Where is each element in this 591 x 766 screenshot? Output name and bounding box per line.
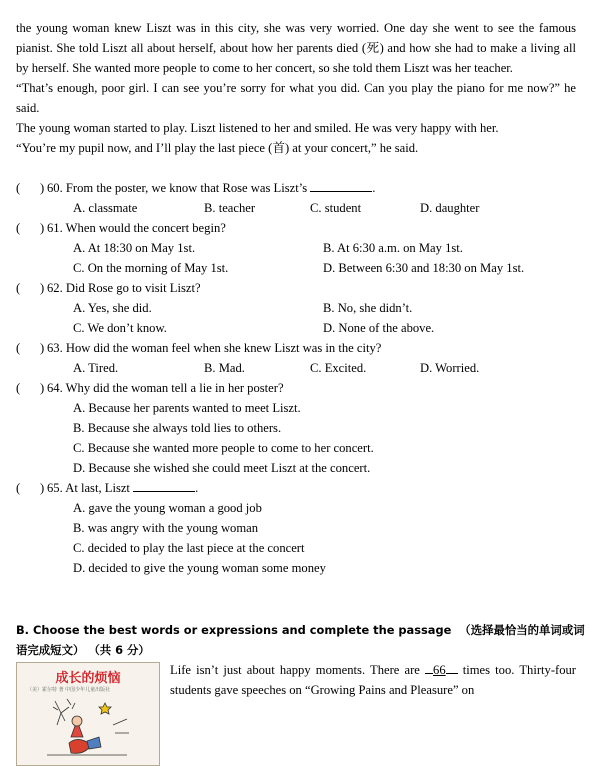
question-number: 64. bbox=[47, 381, 63, 395]
answer-blank bbox=[133, 478, 195, 492]
answer-paren-left: ( bbox=[16, 481, 21, 495]
question-64 bbox=[16, 378, 576, 398]
question-stem bbox=[47, 338, 381, 358]
passage-paragraph: “You’re my pupil now, and I’ll play the last piece (首) at your concert,” he said. bbox=[16, 141, 419, 155]
answer-paren-right: ) bbox=[40, 281, 45, 295]
option-a: A. classmate bbox=[73, 201, 138, 215]
option-row bbox=[16, 518, 576, 538]
question-punctuation: . bbox=[372, 181, 376, 195]
answer-paren-left: ( bbox=[16, 341, 21, 355]
question-65 bbox=[16, 478, 576, 498]
option-d: D. None of the above. bbox=[323, 321, 435, 335]
option-row bbox=[16, 358, 576, 378]
question-63 bbox=[16, 338, 576, 358]
question-stem bbox=[47, 218, 226, 238]
option-row bbox=[16, 538, 576, 558]
passage-b-text-before: Life isn’t just about happy moments. There are bbox=[170, 663, 426, 677]
option-row bbox=[16, 438, 576, 458]
option-c: C. Because she wanted more people to come to her concert. bbox=[73, 441, 374, 455]
answer-paren-right: ) bbox=[40, 341, 45, 355]
question-62 bbox=[16, 278, 576, 298]
answer-blank bbox=[310, 178, 372, 192]
option-a: A. Yes, she did. bbox=[73, 301, 152, 315]
option-a: A. gave the young woman a good job bbox=[73, 501, 262, 515]
passage-paragraph: the young woman knew Liszt was in this city, she was very worried. One day she went to see the famous pianist. She told Liszt all about herself, about how her parents died (死) and how she had to make a living all by herself. She wanted more people to come to her concert, so she told them Liszt was her teacher. bbox=[16, 21, 576, 75]
question-list bbox=[16, 178, 576, 578]
answer-paren-left: ( bbox=[16, 181, 21, 195]
question-punctuation: . bbox=[195, 481, 199, 495]
option-row bbox=[16, 198, 576, 218]
option-d: D. Worried. bbox=[420, 361, 480, 375]
option-d: D. Between 6:30 and 18:30 on May 1st. bbox=[323, 261, 525, 275]
question-number: 62. bbox=[47, 281, 63, 295]
question-text: From the poster, we know that Rose was Liszt’s bbox=[65, 181, 308, 195]
option-row bbox=[16, 318, 576, 338]
option-row bbox=[16, 458, 576, 478]
question-number: 61. bbox=[47, 221, 63, 235]
option-b: B. No, she didn’t. bbox=[323, 301, 413, 315]
option-b: B. Mad. bbox=[204, 361, 245, 375]
question-text: At last, Liszt bbox=[65, 481, 130, 495]
answer-paren-left: ( bbox=[16, 381, 21, 395]
section-b-points: （共 6 分） bbox=[88, 643, 150, 657]
question-61 bbox=[16, 218, 576, 238]
option-row bbox=[16, 398, 576, 418]
reading-passage bbox=[16, 18, 576, 578]
question-number: 63. bbox=[47, 341, 63, 355]
question-text: When would the concert begin? bbox=[65, 221, 226, 235]
book-cover-title: 成长的烦恼 bbox=[55, 671, 121, 686]
answer-paren-right: ) bbox=[40, 181, 45, 195]
option-row bbox=[16, 258, 576, 278]
question-text: Why did the woman tell a lie in her poster? bbox=[65, 381, 284, 395]
option-c: C. decided to play the last piece at the concert bbox=[73, 541, 305, 555]
option-b: B. teacher bbox=[204, 201, 256, 215]
question-stem bbox=[47, 178, 375, 198]
option-a: A. Because her parents wanted to meet Liszt. bbox=[73, 401, 301, 415]
question-60 bbox=[16, 178, 576, 198]
blank-66: 66 bbox=[433, 663, 446, 677]
option-row bbox=[16, 558, 576, 578]
option-a: A. At 18:30 on May 1st. bbox=[73, 241, 196, 255]
option-b: B. was angry with the young woman bbox=[73, 521, 259, 535]
question-number: 60. bbox=[47, 181, 63, 195]
passage-paragraph: “That’s enough, poor girl. I can see you’re sorry for what you did. Can you play the piano for me now?” he said. bbox=[16, 81, 576, 115]
option-row bbox=[16, 298, 576, 318]
option-d: D. Because she wished she could meet Liszt at the concert. bbox=[73, 461, 371, 475]
option-c: C. On the morning of May 1st. bbox=[73, 261, 229, 275]
question-text: Did Rose go to visit Liszt? bbox=[65, 281, 201, 295]
book-cover-subtitle: （美）霍尔特 著 中国少年儿童出版社 bbox=[27, 687, 111, 693]
answer-paren-right: ) bbox=[40, 381, 45, 395]
option-row bbox=[16, 238, 576, 258]
option-a: A. Tired. bbox=[73, 361, 119, 375]
question-stem bbox=[47, 478, 198, 498]
book-cover-image bbox=[16, 662, 160, 766]
answer-paren-right: ) bbox=[40, 221, 45, 235]
option-row bbox=[16, 498, 576, 518]
section-b-heading-cn: （选择最恰当的单词或词语完成短文） bbox=[16, 623, 585, 657]
section-b-heading bbox=[16, 620, 586, 660]
question-number: 65. bbox=[47, 481, 63, 495]
answer-paren-right: ) bbox=[40, 481, 45, 495]
book-cover-illustration bbox=[17, 663, 159, 765]
option-d: D. daughter bbox=[420, 201, 480, 215]
option-c: C. Excited. bbox=[310, 361, 367, 375]
passage-b bbox=[170, 660, 576, 700]
answer-paren-left: ( bbox=[16, 281, 21, 295]
section-b-heading-en: B. Choose the best words or expressions and complete the passage bbox=[16, 623, 452, 637]
passage-b-text-after: times too. Thirty-four students gave speeches on “Growing Pains and Pleasure” on bbox=[170, 663, 576, 697]
option-c: C. student bbox=[310, 201, 362, 215]
option-b: B. At 6:30 a.m. on May 1st. bbox=[323, 241, 463, 255]
question-text: How did the woman feel when she knew Liszt was in the city? bbox=[65, 341, 382, 355]
option-row bbox=[16, 418, 576, 438]
option-b: B. Because she always told lies to others. bbox=[73, 421, 282, 435]
question-stem bbox=[47, 378, 284, 398]
question-stem bbox=[47, 278, 201, 298]
passage-paragraph: The young woman started to play. Liszt listened to her and smiled. He was very happy with her. bbox=[16, 121, 499, 135]
answer-paren-left: ( bbox=[16, 221, 21, 235]
option-d: D. decided to give the young woman some money bbox=[73, 561, 326, 575]
option-c: C. We don’t know. bbox=[73, 321, 167, 335]
